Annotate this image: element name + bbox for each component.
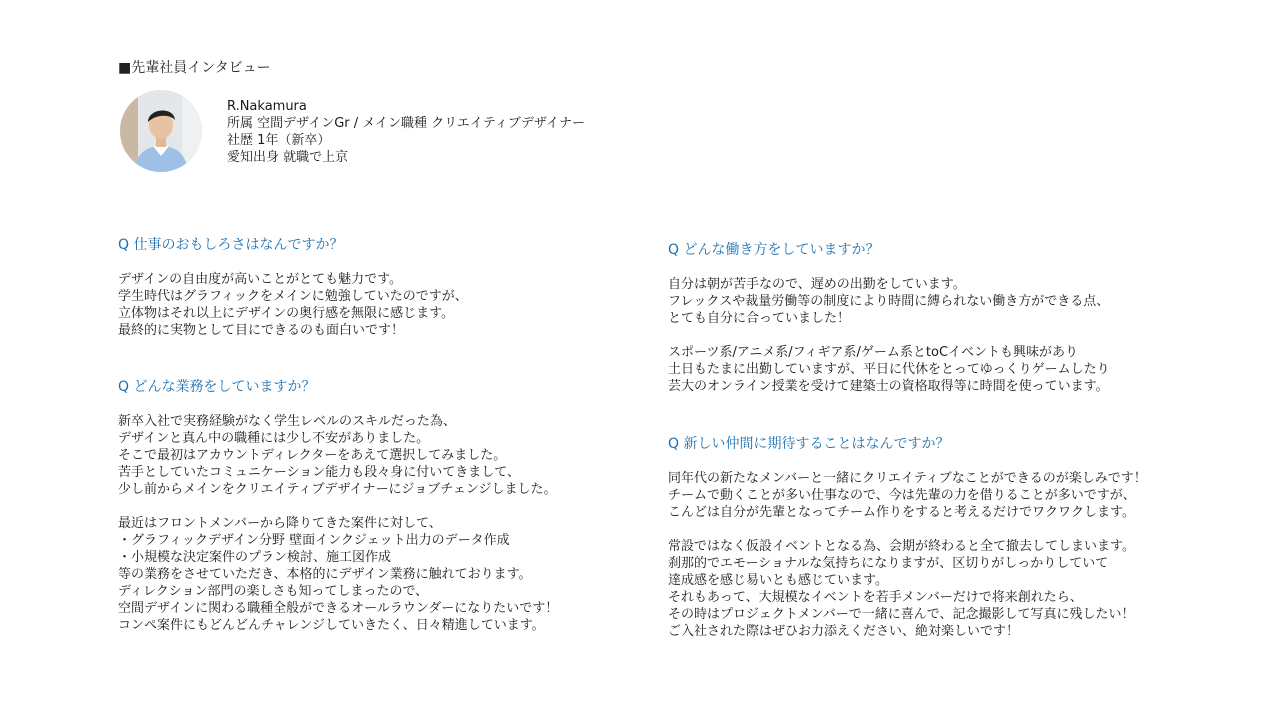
avatar-photo bbox=[120, 90, 202, 172]
answer-line: ご入社された際はぜひお力添えください、絶対楽しいです！ bbox=[668, 624, 1020, 639]
answer-text bbox=[118, 271, 678, 339]
answer-line: とても自分に合っていました！ bbox=[668, 311, 851, 326]
answer-line: 芸大のオンライン授業を受けて建築士の資格取得等に時間を使っています。 bbox=[668, 379, 1109, 394]
answer-line: ・グラフィックデザイン分野 壁面インクジェット出力のデータ作成 bbox=[118, 533, 510, 548]
answer-line: 最近はフロントメンバーから降りてきた案件に対して、 bbox=[118, 516, 442, 531]
answer-line bbox=[668, 327, 1228, 344]
question-heading: Q 仕事のおもしろさはなんですか？ bbox=[118, 237, 344, 253]
answer-line: 苦手としていたコミュニケーション能力も段々身に付いてきまして、 bbox=[118, 465, 520, 480]
profile-info bbox=[227, 98, 585, 166]
question-heading: Q 新しい仲間に期待することはなんですか？ bbox=[668, 436, 950, 452]
qa-block-expectations bbox=[668, 435, 1228, 640]
answer-text bbox=[668, 276, 1228, 395]
answer-line: そこで最初はアカウントディレクターをあえて選択してみました。 bbox=[118, 448, 507, 463]
answer-line: スポーツ系/アニメ系/フィギア系/ゲーム系とtoCイベントも興味があり bbox=[668, 345, 1079, 360]
answer-line: チームで動くことが多い仕事なので、今は先輩の力を借りることが多いですが、 bbox=[668, 488, 1136, 503]
answer-line bbox=[118, 498, 678, 515]
answer-line: 学生時代はグラフィックをメインに勉強していたのですが、 bbox=[118, 289, 468, 304]
answer-text bbox=[118, 413, 678, 634]
answer-line: その時はプロジェクトメンバーで一緒に喜んで、記念撮影して写真に残したい！ bbox=[668, 607, 1135, 622]
profile-tenure: 社歴 1年（新卒） bbox=[227, 133, 331, 148]
answer-line: こんどは自分が先輩となってチーム作りをすると考えるだけでワクワクします。 bbox=[668, 505, 1135, 520]
answer-line: 土日もたまに出勤していますが、平日に代休をとってゆっくりゲームしたり bbox=[668, 362, 1110, 377]
qa-block-work bbox=[118, 378, 678, 634]
answer-line: 自分は朝が苦手なので、遅めの出勤をしています。 bbox=[668, 277, 966, 292]
answer-line: コンペ案件にもどんどんチャレンジしていきたく、日々精進しています。 bbox=[118, 618, 545, 633]
answer-line: 最終的に実物として目にできるのも面白いです！ bbox=[118, 323, 405, 338]
question-heading: Q どんな働き方をしていますか？ bbox=[668, 242, 880, 258]
answer-line: 同年代の新たなメンバーと一緒にクリエイティブなことができるのが楽しみです！ bbox=[668, 471, 1147, 486]
qa-block-fun bbox=[118, 236, 678, 339]
section-header: ■先輩社員インタビュー bbox=[118, 60, 271, 76]
profile-origin: 愛知出身 就職で上京 bbox=[227, 150, 349, 165]
answer-line: ・小規模な決定案件のプラン検討、施工図作成 bbox=[118, 550, 392, 565]
answer-line bbox=[668, 521, 1228, 538]
answer-line: フレックスや裁量労働等の制度により時間に縛られない働き方ができる点、 bbox=[668, 294, 1110, 309]
question-heading: Q どんな業務をしていますか？ bbox=[118, 379, 316, 395]
answer-line: 空間デザインに関わる職種全般ができるオールラウンダーになりたいです！ bbox=[118, 601, 559, 616]
answer-line: デザインと真ん中の職種には少し不安がありました。 bbox=[118, 431, 430, 446]
answer-line: 少し前からメインをクリエイティブデザイナーにジョブチェンジしました。 bbox=[118, 482, 557, 497]
answer-line: 立体物はそれ以上にデザインの奥行感を無限に感じます。 bbox=[118, 306, 455, 321]
answer-line: 新卒入社で実務経験がなく学生レベルのスキルだった為、 bbox=[118, 414, 456, 429]
answer-line: デザインの自由度が高いことがとても魅力です。 bbox=[118, 272, 403, 287]
answer-line: ディレクション部門の楽しさも知ってしまったので、 bbox=[118, 584, 429, 599]
answer-line: 刹那的でエモーショナルな気持ちになりますが、区切りがしっかりしていて bbox=[668, 556, 1109, 571]
answer-line: それもあって、大規模なイベントを若手メンバーだけで将来創れたら、 bbox=[668, 590, 1083, 605]
answer-line: 常設ではなく仮設イベントとなる為、会期が終わると全て撤去してしまいます。 bbox=[668, 539, 1135, 554]
profile-affiliation: 所属 空間デザインGr / メイン職種 クリエイティブデザイナー bbox=[227, 116, 585, 131]
answer-line: 達成感を感じ易いとも感じています。 bbox=[668, 573, 888, 588]
profile-card bbox=[120, 90, 720, 180]
profile-name: R.Nakamura bbox=[227, 99, 307, 114]
qa-block-style bbox=[668, 241, 1228, 395]
answer-text bbox=[668, 470, 1228, 640]
answer-line: 等の業務をさせていただき、本格的にデザイン業務に触れております。 bbox=[118, 567, 532, 582]
avatar bbox=[120, 90, 202, 172]
